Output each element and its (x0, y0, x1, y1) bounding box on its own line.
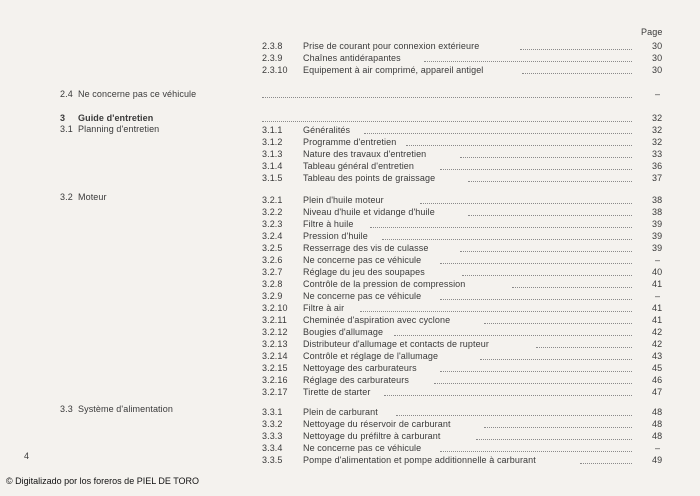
dot-leader (434, 382, 632, 384)
entry-title: Nature des travaux d'entretien (303, 149, 427, 159)
dot-leader (360, 310, 632, 312)
entry-page: 41 (652, 303, 663, 313)
entry-number: 2.3.8 (262, 41, 283, 51)
section-number: 3.3 (60, 404, 73, 414)
entry-title: Plein d'huile moteur (303, 195, 384, 205)
entry-page: 39 (652, 243, 663, 253)
entry-title: Tableau des points de graissage (303, 173, 436, 183)
section-title: Système d'alimentation (78, 404, 173, 414)
entry-title: Prise de courant pour connexion extérieure (303, 41, 480, 51)
entry-number: 3.2.12 (262, 327, 288, 337)
section-title: Moteur (78, 192, 107, 202)
entry-page: 39 (652, 219, 663, 229)
entry-page: 33 (652, 149, 663, 159)
entry-title: Pompe d'alimentation et pompe additionnelle à carburant (303, 455, 536, 465)
chapter-page: 32 (652, 113, 663, 123)
entry-number: 3.2.11 (262, 315, 287, 325)
dot-leader (512, 286, 632, 288)
dot-leader (468, 214, 632, 216)
dot-leader (262, 120, 632, 122)
entry-number: 3.2.15 (262, 363, 288, 373)
dot-leader (480, 358, 632, 360)
entry-page: 32 (652, 137, 663, 147)
entry-number: 3.2.3 (262, 219, 283, 229)
entry-number: 3.1.2 (262, 137, 283, 147)
entry-number: 3.2.5 (262, 243, 283, 253)
dot-leader (476, 438, 632, 440)
entry-title: Niveau d'huile et vidange d'huile (303, 207, 435, 217)
entry-number: 3.3.1 (262, 407, 283, 417)
dot-leader (440, 450, 632, 452)
entry-title: Nettoyage du réservoir de carburant (303, 419, 451, 429)
entry-page: – (655, 443, 661, 453)
entry-title: Equipement à air comprimé, appareil antigel (303, 65, 484, 75)
dot-leader (394, 334, 632, 336)
dot-leader (484, 322, 632, 324)
entry-page: 43 (652, 351, 663, 361)
dot-leader (440, 168, 632, 170)
dot-leader (460, 250, 632, 252)
entry-number: 3.3.4 (262, 443, 283, 453)
entry-page: 30 (652, 65, 663, 75)
entry-page: 30 (652, 53, 663, 63)
entry-page: 46 (652, 375, 663, 385)
entry-number: 3.2.2 (262, 207, 283, 217)
dot-leader (484, 426, 632, 428)
entry-title: Contrôle et réglage de l'allumage (303, 351, 439, 361)
entry-page: – (655, 291, 661, 301)
dot-leader (440, 370, 632, 372)
dot-leader (462, 274, 632, 276)
footer-credit: © Digitalizado por los foreros de PIEL DE TORO (6, 476, 200, 486)
dot-leader (364, 132, 632, 134)
entry-page: 48 (652, 419, 663, 429)
chapter-title: Guide d'entretien (78, 113, 154, 123)
section-number: 3.2 (60, 192, 73, 202)
entry-title: Plein de carburant (303, 407, 378, 417)
entry-page: 49 (652, 455, 663, 465)
entry-title: Réglage des carburateurs (303, 375, 409, 385)
entry-page: 42 (652, 327, 663, 337)
entry-page: 48 (652, 431, 663, 441)
dot-leader (520, 48, 632, 50)
entry-page: 38 (652, 207, 663, 217)
entry-title: Nettoyage du préfiltre à carburant (303, 431, 441, 441)
entry-title: Cheminée d'aspiration avec cyclone (303, 315, 451, 325)
dot-leader (370, 226, 632, 228)
entry-number: 3.1.5 (262, 173, 283, 183)
entry-title: Ne concerne pas ce véhicule (303, 443, 422, 453)
entry-page: 47 (652, 387, 663, 397)
entry-number: 3.2.8 (262, 279, 283, 289)
dot-leader (536, 346, 632, 348)
entry-number: 3.3.2 (262, 419, 283, 429)
entry-number: 3.2.7 (262, 267, 283, 277)
entry-page: 36 (652, 161, 663, 171)
section-title: Planning d'entretien (78, 124, 160, 134)
entry-page: 38 (652, 195, 663, 205)
dot-leader (424, 60, 632, 62)
entry-number: 3.2.16 (262, 375, 288, 385)
entry-number: 3.2.14 (262, 351, 288, 361)
entry-title: Réglage du jeu des soupapes (303, 267, 425, 277)
page-number: 4 (24, 451, 30, 461)
dot-leader (460, 156, 632, 158)
dot-leader (580, 462, 632, 464)
entry-number: 3.2.17 (262, 387, 288, 397)
dot-leader (382, 238, 632, 240)
entry-number: 3.2.1 (262, 195, 283, 205)
section-title: Ne concerne pas ce véhicule (78, 89, 197, 99)
dot-leader (384, 394, 632, 396)
entry-title: Chaînes antidérapantes (303, 53, 401, 63)
dot-leader (522, 72, 632, 74)
entry-page: 41 (652, 279, 663, 289)
entry-page: 48 (652, 407, 663, 417)
entry-page: 37 (652, 173, 663, 183)
entry-title: Nettoyage des carburateurs (303, 363, 417, 373)
entry-number: 3.2.9 (262, 291, 283, 301)
entry-number: 2.3.9 (262, 53, 283, 63)
entry-number: 3.2.13 (262, 339, 288, 349)
entry-page: 32 (652, 125, 663, 135)
entry-title: Bougies d'allumage (303, 327, 384, 337)
dot-leader (440, 298, 632, 300)
entry-title: Programme d'entretien (303, 137, 397, 147)
entry-title: Filtre à air (303, 303, 345, 313)
dot-leader (396, 414, 632, 416)
section-number: 2.4 (60, 89, 73, 99)
entry-number: 2.3.10 (262, 65, 288, 75)
entry-number: 3.1.3 (262, 149, 283, 159)
entry-number: 3.2.4 (262, 231, 283, 241)
entry-number: 3.1.4 (262, 161, 283, 171)
section-page: – (655, 89, 661, 99)
entry-title: Tirette de starter (303, 387, 371, 397)
entry-page: 45 (652, 363, 663, 373)
entry-title: Généralités (303, 125, 351, 135)
entry-title: Distributeur d'allumage et contacts de rupteur (303, 339, 489, 349)
dot-leader (262, 96, 632, 98)
entry-title: Filtre à huile (303, 219, 354, 229)
section-number: 3.1 (60, 124, 73, 134)
entry-number: 3.2.10 (262, 303, 288, 313)
dot-leader (440, 262, 632, 264)
entry-title: Pression d'huile (303, 231, 368, 241)
entry-page: 40 (652, 267, 663, 277)
page-column-header: Page (641, 27, 663, 37)
entry-title: Ne concerne pas ce véhicule (303, 255, 422, 265)
chapter-number: 3 (60, 113, 66, 123)
entry-page: 39 (652, 231, 663, 241)
entry-page: 30 (652, 41, 663, 51)
entry-title: Ne concerne pas ce véhicule (303, 291, 422, 301)
entry-number: 3.2.6 (262, 255, 283, 265)
entry-title: Contrôle de la pression de compression (303, 279, 466, 289)
dot-leader (468, 180, 632, 182)
entry-title: Tableau général d'entretien (303, 161, 414, 171)
entry-page: 42 (652, 339, 663, 349)
entry-page: 41 (652, 315, 663, 325)
entry-number: 3.1.1 (262, 125, 283, 135)
dot-leader (406, 144, 632, 146)
entry-number: 3.3.5 (262, 455, 283, 465)
entry-number: 3.3.3 (262, 431, 283, 441)
entry-title: Resserrage des vis de culasse (303, 243, 429, 253)
dot-leader (420, 202, 632, 204)
entry-page: – (655, 255, 661, 265)
